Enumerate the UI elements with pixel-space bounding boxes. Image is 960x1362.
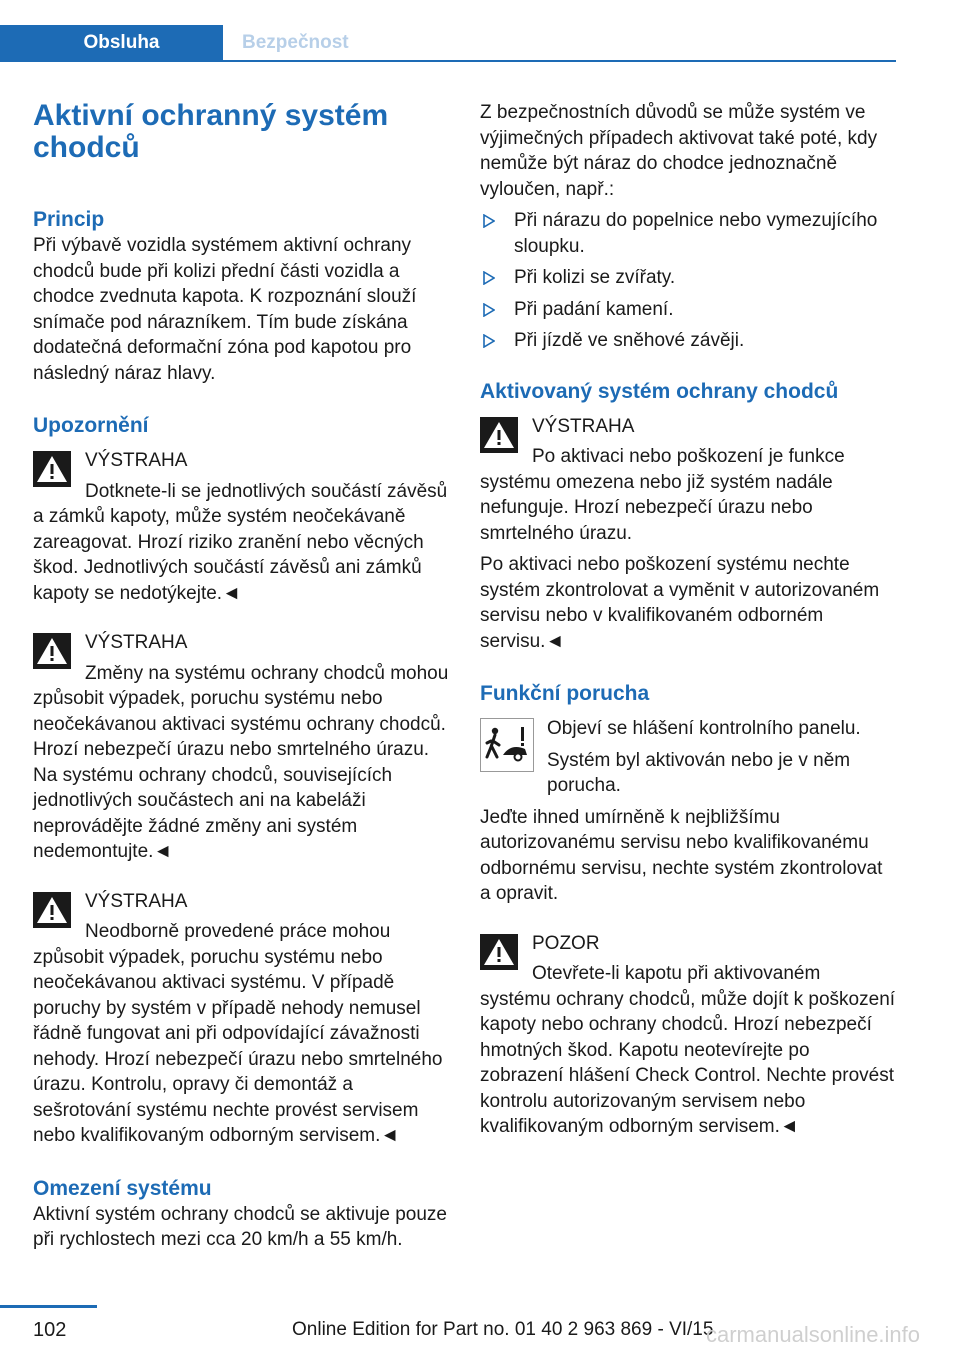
warning-text: Dotknete-li se jednotlivých součástí závěsů a zámků kapoty, může systém neočekávaně zareagovat. Hrozí riziko zranění nebo věcných škod. Jednotlivých součástí závěsů ani zámků kapoty se nedotýkejte.◄: [33, 480, 448, 604]
malfunction-text: Jeďte ihned umírněně k nejbližšímu autorizovanému servisu nebo kvalifikovanému odbornému servisu, nechte systém zkontrolovat a opravit.: [480, 806, 883, 904]
bullet-triangle-icon: [483, 334, 495, 348]
watermark: carmanualsonline.info: [706, 1322, 921, 1347]
page-number: 102: [33, 1319, 67, 1341]
list-item: [480, 265, 896, 291]
caution-label: POZOR: [532, 932, 600, 954]
intro-text: Z bezpečnostních důvodů se může systém ve výjimečných případech aktivovat také poté, kdy nemůže být náraz do chodce jednoznačně vyloučen, např.:: [480, 102, 878, 200]
pedestrian-protection-warning-icon: [480, 718, 534, 772]
bullet-triangle-icon: [483, 271, 495, 285]
activated-text: Po aktivaci nebo poškození systému nechte systém zkontrolovat a vyměnit v autorizovaném servisu nebo v kvalifikovaném odborném servisu.◄: [480, 554, 880, 652]
warning-triangle-icon: [33, 633, 71, 669]
warning-text: Změny na systému ochrany chodců mohou způsobit výpadek, poruchu systému nebo neočekávanou aktivaci systému ochrany chodců. Hrozí nebezpečí úrazu nebo smrtelného úrazu. Na systému ochrany chodců, souvisejících jednotlivých součástech ani na kabeláži neprovádějte žádné změny ani systém nedemontujte.◄: [33, 662, 449, 862]
limits-heading: Omezení systému: [33, 1176, 212, 1200]
activated-warning-block: [480, 414, 896, 547]
warning-triangle-icon: [33, 892, 71, 928]
tab-obsluha[interactable]: Obsluha: [0, 25, 223, 60]
header-divider: [0, 60, 896, 62]
warning-text: Po aktivaci nebo poškození je funkce systému omezena nebo již systém nadále nefunguje. Hrozí nebezpečí úrazu nebo smrtelného úrazu.: [480, 446, 845, 544]
caution-text: Otevřete-li kapotu při aktivovaném systému ochrany chodců, může dojít k poškození kapoty nebo ochrany chodců. Hrozí nebezpečí hmotných škod. Kapotu neotevírejte po zobrazení hlášení Check Control. Nechte provést kontrolu autorizovaným servisem nebo kvalifikovaným odborným servisem.◄: [480, 963, 896, 1137]
examples-list: [480, 208, 896, 354]
warning-triangle-icon: [33, 451, 71, 487]
list-item-text: Při padání kamení.: [514, 298, 674, 320]
warning-text: Neodborně provedené práce mohou způsobit výpadek, poruchu systému nebo neočekávanou aktivaci systému. V případě poruchy by systém v případě nehody nemusel řádně fungovat ani při odpovídající závažnosti nehody. Hrozí nebezpečí úrazu nebo smrtelného úrazu. Kontrolu, opravy či demontáž a sešrotování systému nechte provést servisem nebo kvalifikovaným odborným servisem.◄: [33, 921, 443, 1146]
caution-block: [480, 931, 896, 1140]
page-title: Aktivní ochranný systém chodců: [33, 99, 389, 164]
warnings-heading: Upozornění: [33, 414, 149, 437]
left-column: [33, 100, 449, 1253]
page-header: [0, 25, 896, 61]
list-item: [480, 328, 896, 354]
principle-text: Při výbavě vozidla systémem aktivní ochrany chodců bude při kolizi přední části vozidla a chodce zvednuta kapota. K rozpoznání slouží snímače pod nárazníkem. Tím bude získána dodatečná deformační zóna pod kapotou pro následný náraz hlavy.: [33, 235, 417, 384]
list-item-text: Při nárazu do popelnice nebo vymezujícího sloupku.: [514, 210, 878, 257]
principle-heading: Princip: [33, 208, 105, 231]
list-item-text: Při kolizi se zvířaty.: [514, 267, 676, 288]
bullet-triangle-icon: [483, 303, 495, 317]
warning-block-1: [33, 448, 449, 606]
warning-label: VÝSTRAHA: [85, 890, 188, 912]
malfunction-block: [480, 716, 896, 799]
right-column: [480, 100, 896, 1140]
list-item: [480, 297, 896, 323]
list-item-text: Při jízdě ve sněhové závěji.: [514, 330, 745, 351]
malfunction-heading: Funkční porucha: [480, 682, 650, 705]
bullet-triangle-icon: [483, 214, 495, 228]
warning-triangle-icon: [480, 934, 518, 970]
tab-bezpecnost[interactable]: Bezpečnost: [242, 31, 349, 53]
warning-label: VÝSTRAHA: [532, 415, 635, 437]
limits-text: Aktivní systém ochrany chodců se aktivuje pouze při rychlostech mezi cca 20 km/h a 55 km/h.: [33, 1203, 447, 1250]
warning-label: VÝSTRAHA: [85, 450, 188, 471]
warning-label: VÝSTRAHA: [85, 632, 188, 653]
footer-divider: [0, 1305, 97, 1308]
malfunction-line-2: Systém byl aktivován nebo je v něm porucha.: [547, 749, 851, 796]
list-item: [480, 208, 896, 259]
activated-heading: Aktivovaný systém ochrany chodců: [480, 379, 839, 403]
malfunction-line-1: Objeví se hlášení kontrolního panelu.: [547, 718, 861, 739]
edition-note: Online Edition for Part no. 01 40 2 963 869 - VI/15: [292, 1319, 714, 1340]
warning-block-3: [33, 889, 449, 1149]
warning-triangle-icon: [480, 417, 518, 453]
warning-block-2: [33, 630, 449, 865]
